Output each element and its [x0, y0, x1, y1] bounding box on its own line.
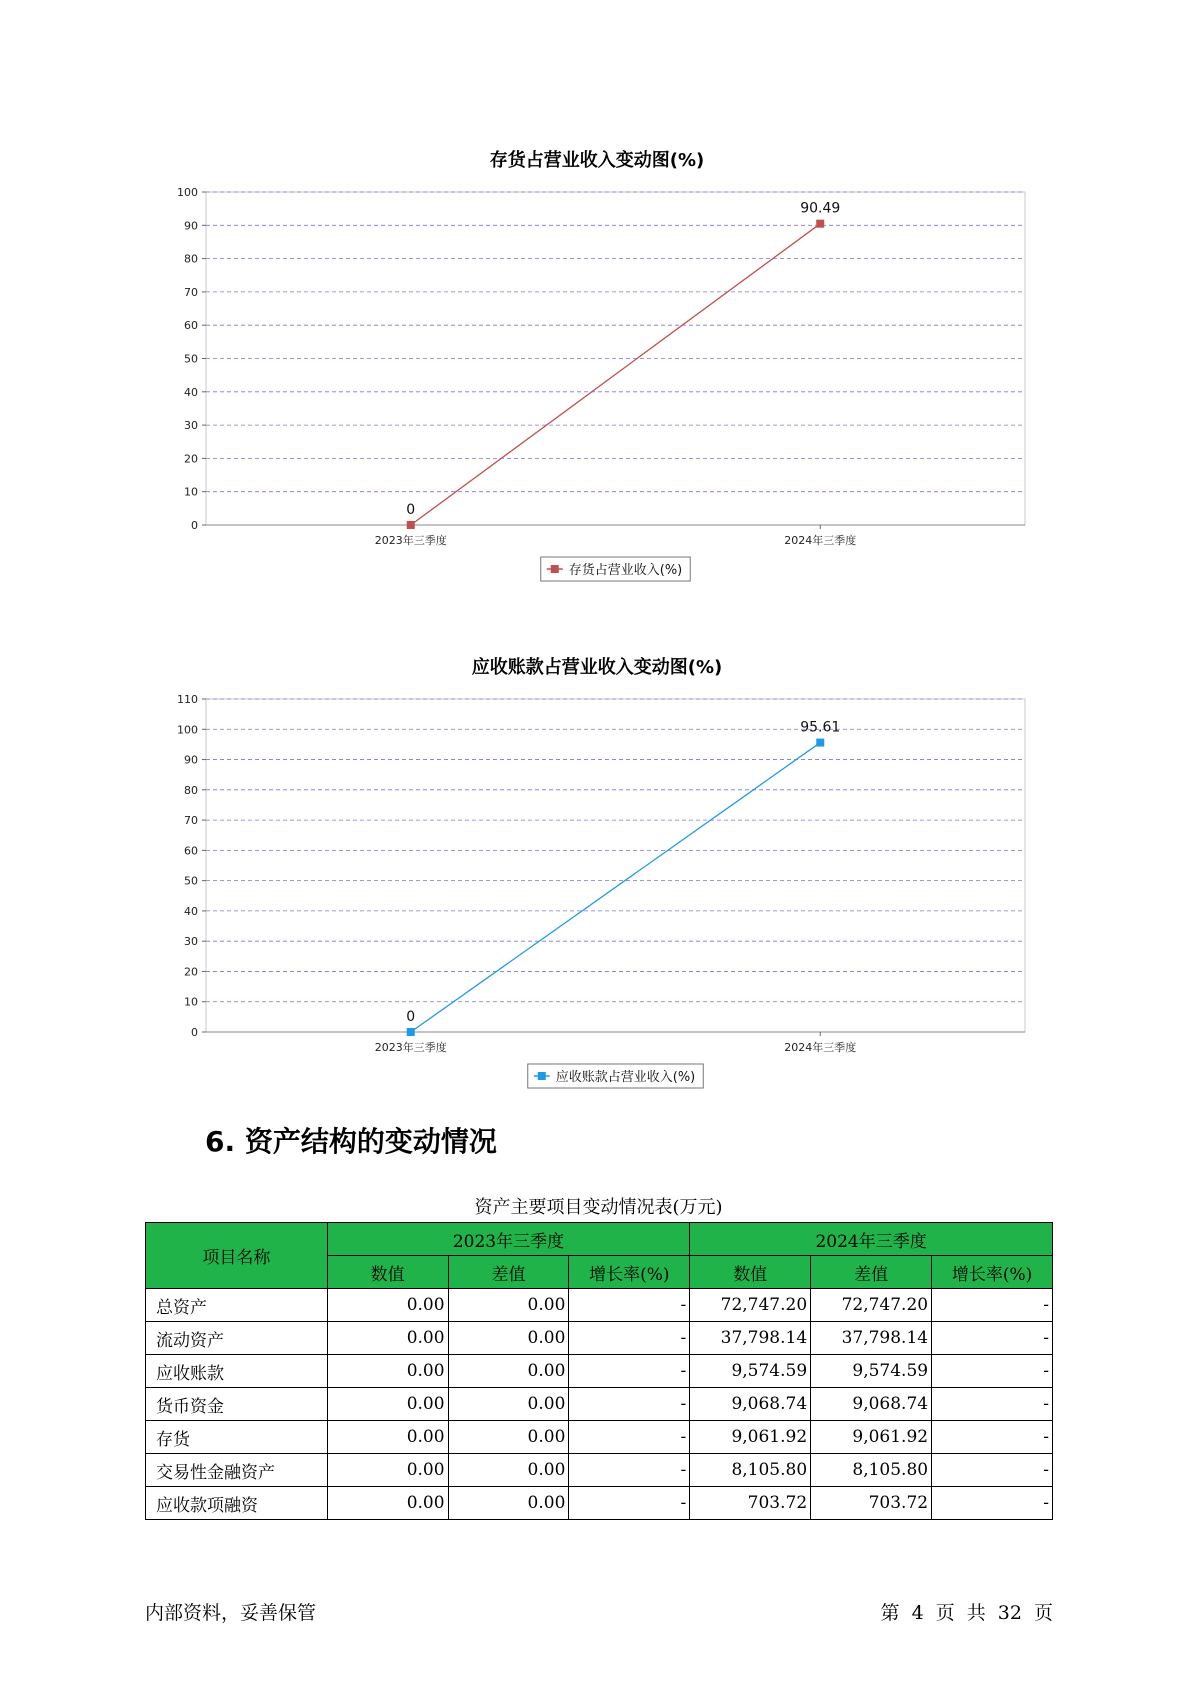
footer-page-number: 第 4 页 共 32 页: [880, 1602, 1053, 1624]
cell: 0.00: [448, 1322, 569, 1355]
legend: [541, 557, 691, 581]
col-header-growth: 增长率(%): [932, 1256, 1053, 1289]
cell: -: [569, 1355, 690, 1388]
col-header-diff: 差值: [448, 1256, 569, 1289]
inventory-revenue-chart: [170, 140, 1040, 600]
y-tick-label: 30: [184, 419, 198, 433]
cell: -: [569, 1322, 690, 1355]
cell: 0.00: [327, 1289, 448, 1322]
y-tick-label: 100: [177, 186, 198, 199]
y-tick-label: 100: [177, 723, 198, 737]
data-point: [407, 521, 415, 529]
y-tick-label: 0: [191, 519, 198, 532]
cell: 0.00: [448, 1355, 569, 1388]
row-name: 货币资金: [146, 1388, 328, 1421]
cell: 9,068.74: [690, 1388, 811, 1421]
x-tick-label: 2023年三季度: [374, 534, 447, 547]
y-tick-label: 70: [184, 285, 198, 299]
cell: 0.00: [448, 1421, 569, 1454]
cell: 9,574.59: [811, 1355, 932, 1388]
legend-marker: [538, 1072, 546, 1080]
data-point: [816, 220, 824, 228]
cell: 72,747.20: [811, 1289, 932, 1322]
y-tick-label: 20: [184, 452, 198, 466]
col-header-growth: 增长率(%): [569, 1256, 690, 1289]
x-tick-label: 2023年三季度: [374, 1041, 447, 1054]
cell: 9,061.92: [690, 1421, 811, 1454]
cell: 0.00: [448, 1289, 569, 1322]
cell: -: [932, 1388, 1053, 1421]
y-tick-label: 40: [184, 904, 198, 918]
table-row: [146, 1322, 1053, 1355]
y-tick-label: 10: [184, 485, 198, 499]
col-header-value: 数值: [327, 1256, 448, 1289]
chart-title: 应收账款占营业收入变动图(%): [471, 657, 723, 678]
table-row: [146, 1289, 1053, 1322]
y-tick-label: 20: [184, 965, 198, 979]
cell: 9,068.74: [811, 1388, 932, 1421]
col-header-diff: 差值: [811, 1256, 932, 1289]
y-tick-label: 60: [184, 844, 198, 858]
cell: 9,574.59: [690, 1355, 811, 1388]
y-tick-label: 90: [184, 219, 198, 233]
y-tick-label: 60: [184, 319, 198, 333]
y-tick-label: 0: [191, 1026, 198, 1039]
cell: 0.00: [327, 1322, 448, 1355]
cell: -: [569, 1487, 690, 1520]
cell: 0.00: [327, 1454, 448, 1487]
table-row: [146, 1355, 1053, 1388]
y-tick-label: 30: [184, 935, 198, 949]
data-label: 0: [406, 1009, 416, 1025]
cell: 0.00: [448, 1388, 569, 1421]
cell: 0.00: [327, 1421, 448, 1454]
y-tick-label: 80: [184, 783, 198, 797]
col-header-name: 项目名称: [146, 1223, 328, 1289]
cell: 0.00: [327, 1355, 448, 1388]
cell: 0.00: [327, 1388, 448, 1421]
legend-marker: [551, 565, 559, 573]
series-line: [411, 743, 821, 1032]
y-tick-label: 50: [184, 352, 198, 366]
cell: 37,798.14: [811, 1322, 932, 1355]
table-row: [146, 1487, 1053, 1520]
y-tick-label: 80: [184, 252, 198, 266]
row-name: 应收账款: [146, 1355, 328, 1388]
grid: [206, 192, 1025, 525]
x-tick-label: 2024年三季度: [784, 1041, 857, 1054]
cell: -: [932, 1487, 1053, 1520]
x-axis: [206, 1032, 1025, 1054]
cell: 37,798.14: [690, 1322, 811, 1355]
col-header-value: 数值: [690, 1256, 811, 1289]
cell: -: [932, 1454, 1053, 1487]
plot-frame: [206, 699, 1025, 1032]
data-label: 0: [406, 502, 416, 518]
y-tick-label: 90: [184, 753, 198, 767]
cell: -: [932, 1355, 1053, 1388]
series: [406, 720, 840, 1036]
x-tick-label: 2024年三季度: [784, 534, 857, 547]
receivables-revenue-chart: [170, 647, 1040, 1107]
grid: [206, 699, 1025, 1032]
y-tick-label: 50: [184, 874, 198, 888]
table-caption: 资产主要项目变动情况表(万元): [474, 1197, 723, 1218]
cell: 9,061.92: [811, 1421, 932, 1454]
y-tick-label: 70: [184, 814, 198, 828]
cell: -: [932, 1289, 1053, 1322]
cell: 72,747.20: [690, 1289, 811, 1322]
row-name: 应收款项融资: [146, 1487, 328, 1520]
receivables-chart-svg: [170, 647, 1040, 1107]
col-header-period2: 2024年三季度: [690, 1223, 1053, 1256]
table-row: [146, 1388, 1053, 1421]
col-header-period1: 2023年三季度: [327, 1223, 690, 1256]
row-name: 交易性金融资产: [146, 1454, 328, 1487]
y-tick-label: 10: [184, 995, 198, 1009]
legend-label: 存货占营业收入(%): [568, 563, 683, 578]
legend-label: 应收账款占营业收入(%): [555, 1070, 696, 1085]
row-name: 总资产: [146, 1289, 328, 1322]
series: [406, 201, 840, 529]
section-heading: 6. 资产结构的变动情况: [205, 1125, 497, 1158]
table-row: [146, 1421, 1053, 1454]
row-name: 流动资产: [146, 1322, 328, 1355]
cell: -: [569, 1388, 690, 1421]
chart-title: 存货占营业收入变动图(%): [489, 150, 705, 171]
cell: 8,105.80: [811, 1454, 932, 1487]
data-point: [407, 1028, 415, 1036]
y-axis: [177, 186, 206, 532]
cell: 703.72: [811, 1487, 932, 1520]
row-name: 存货: [146, 1421, 328, 1454]
series-line: [411, 224, 821, 525]
y-tick-label: 110: [177, 693, 198, 706]
cell: -: [569, 1289, 690, 1322]
cell: 0.00: [448, 1454, 569, 1487]
cell: 703.72: [690, 1487, 811, 1520]
y-tick-label: 40: [184, 385, 198, 399]
y-axis: [177, 693, 206, 1039]
cell: -: [932, 1421, 1053, 1454]
table-row: [146, 1454, 1053, 1487]
cell: 8,105.80: [690, 1454, 811, 1487]
data-label: 90.49: [800, 200, 841, 217]
asset-structure-table: [145, 1222, 1053, 1520]
cell: -: [569, 1454, 690, 1487]
inventory-chart-svg: [170, 140, 1040, 600]
cell: -: [932, 1322, 1053, 1355]
data-point: [816, 739, 824, 747]
x-axis: [206, 525, 1025, 547]
footer-confidential: 内部资料，妥善保管: [145, 1602, 317, 1624]
cell: -: [569, 1421, 690, 1454]
cell: 0.00: [448, 1487, 569, 1520]
data-label: 95.61: [800, 719, 841, 736]
cell: 0.00: [327, 1487, 448, 1520]
legend: [528, 1064, 704, 1088]
